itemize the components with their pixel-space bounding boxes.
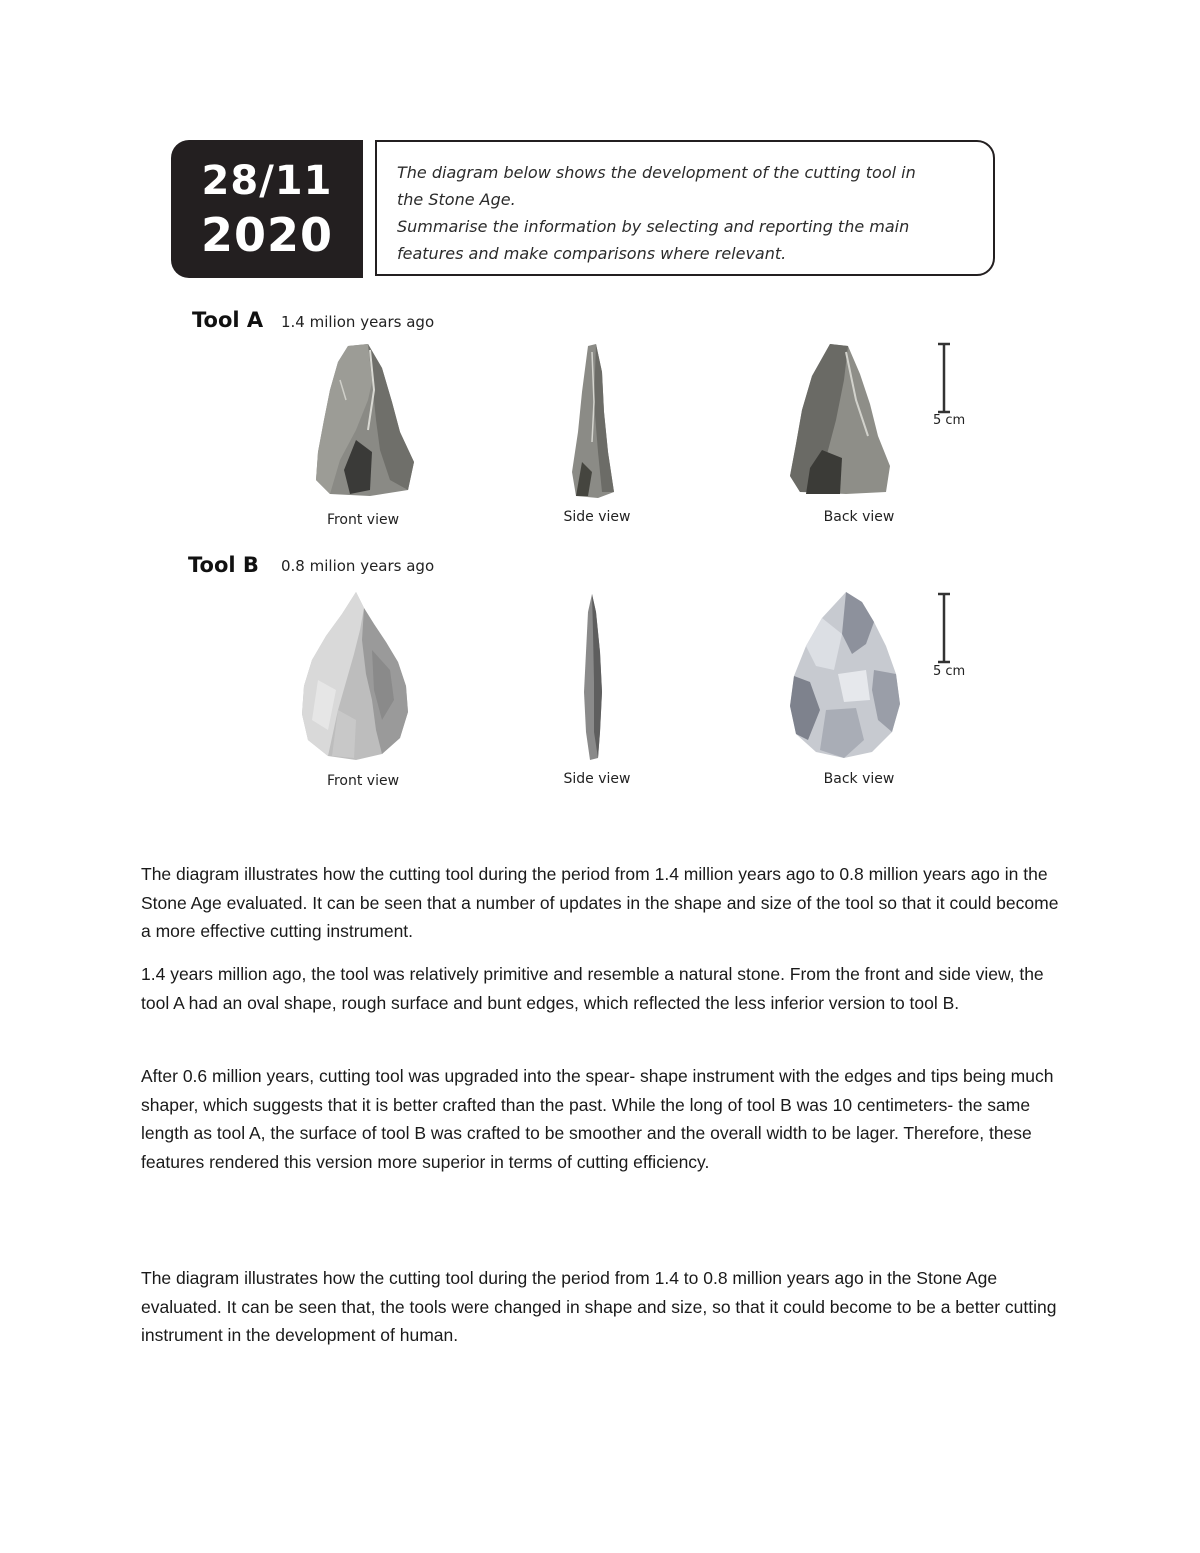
tool-a-front-label: Front view bbox=[326, 512, 400, 528]
tool-a-scale-bar bbox=[936, 342, 952, 414]
tool-b-scale-bar bbox=[936, 592, 952, 664]
date-year: 2020 bbox=[200, 208, 334, 262]
tool-a-back-view-image bbox=[786, 340, 896, 498]
tool-a-side-view-image bbox=[568, 342, 618, 500]
tool-b-scale-label: 5 cm bbox=[933, 664, 966, 679]
date-day-month: 28/11 bbox=[201, 158, 333, 204]
task-prompt bbox=[397, 159, 987, 267]
tool-a-back-label: Back view bbox=[823, 509, 895, 525]
tool-a-age: 1.4 milion years ago bbox=[281, 313, 435, 331]
tool-b-back-view-image bbox=[786, 590, 904, 760]
tool-b-heading: Tool B bbox=[188, 553, 259, 577]
date-box bbox=[171, 140, 363, 278]
tool-b-front-view-image bbox=[298, 590, 414, 762]
task-prompt-line: The diagram below shows the development of the cutting tool in bbox=[397, 163, 916, 182]
tool-b-side-view-image bbox=[578, 592, 608, 762]
essay-paragraph: 1.4 years million ago, the tool was relatively primitive and resemble a natural stone. From the front and side view, the tool A had an oval shape, rough surface and bunt edges, which reflected the less inferior version to tool B. bbox=[141, 964, 1044, 1013]
tool-b-front-label: Front view bbox=[326, 773, 400, 789]
task-prompt-line: features and make comparisons where relevant. bbox=[397, 244, 787, 263]
essay-paragraph: The diagram illustrates how the cutting tool during the period from 1.4 to 0.8 million years ago in the Stone Age evaluated. It can be seen that, the tools were changed in shape and size, so that it could become to be a better cutting instrument in the development of human. bbox=[141, 1268, 1057, 1345]
tool-b-age: 0.8 milion years ago bbox=[281, 557, 435, 575]
tool-a-heading: Tool A bbox=[192, 308, 264, 332]
essay-paragraph: The diagram illustrates how the cutting tool during the period from 1.4 million years ago to 0.8 million years ago in the Stone Age evaluated. It can be seen that a number of updates in the shape and size of the tool so that it could become a more effective cutting instrument. bbox=[141, 864, 1059, 941]
tool-a-front-view-image bbox=[310, 340, 420, 500]
tool-b-side-label: Side view bbox=[563, 771, 631, 787]
task-prompt-line: the Stone Age. bbox=[397, 190, 516, 209]
task-card bbox=[171, 140, 997, 278]
task-prompt-box bbox=[375, 140, 995, 276]
tool-a-side-label: Side view bbox=[563, 509, 631, 525]
tool-a-scale-label: 5 cm bbox=[933, 413, 966, 428]
task-prompt-line: Summarise the information by selecting and reporting the main bbox=[397, 217, 910, 236]
essay-paragraph: After 0.6 million years, cutting tool was upgraded into the spear- shape instrument with the edges and tips being much shaper, which suggests that it is better crafted than the past. While the long of tool B was 10 centimeters- the same length as tool A, the surface of tool B was crafted to be smoother and the overall width to be lager. Therefore, these features rendered this version more superior in terms of cutting efficiency. bbox=[141, 1066, 1054, 1172]
tool-b-back-label: Back view bbox=[823, 771, 895, 787]
